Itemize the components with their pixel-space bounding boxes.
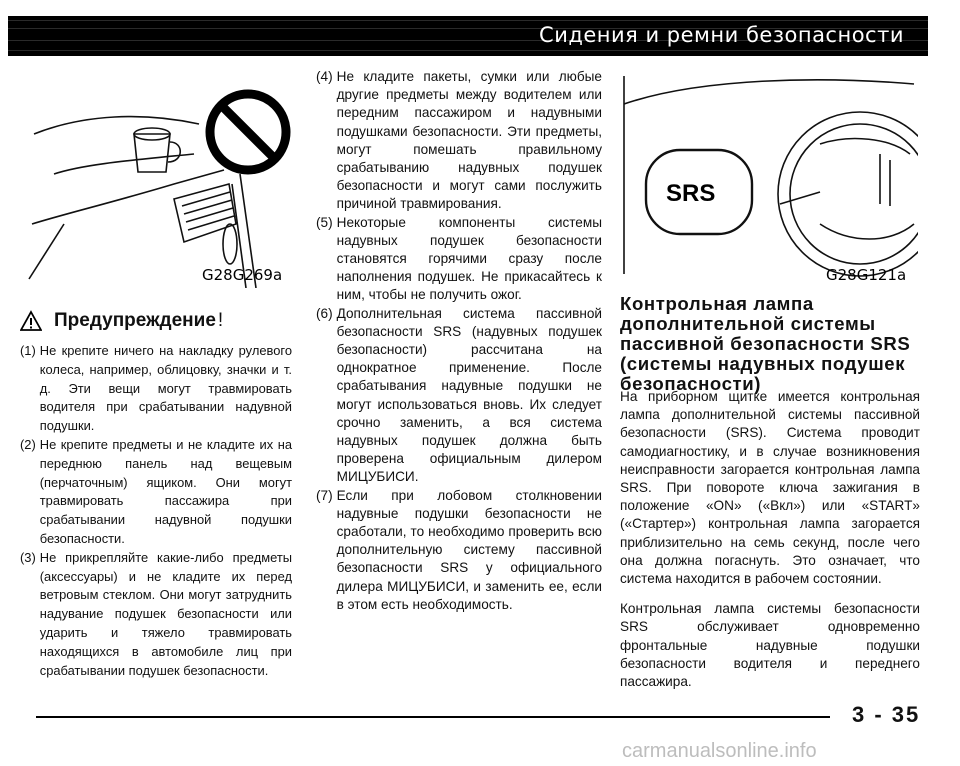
section-paragraph: Контрольная лампа системы безопасности SRS обслуживает одновременно фронтальные надувные подушки безопасности водителя и переднего пассажира. bbox=[620, 601, 920, 690]
figure-code-left: G28G269a bbox=[202, 266, 283, 284]
warning-heading bbox=[20, 310, 223, 332]
watermark: carmanualsonline.info bbox=[622, 740, 817, 762]
footer-rule bbox=[36, 716, 830, 718]
item-text: Не крепите ничего на накладку рулевого колеса, например, облицовку, значки и т. д. Эти вещи могут травмировать водителя при срабатывании надувной подушки. bbox=[39, 343, 292, 434]
dashboard-no-objects-illustration bbox=[24, 74, 294, 288]
page-number: 3 - 35 bbox=[852, 702, 921, 727]
warning-list bbox=[20, 342, 292, 680]
item-text: Не крепите предметы и не кладите их на переднюю панель над вещевым (перчаточным) ящиком. Они могут травмировать пассажира при срабатывании надувной подушки безопасности. bbox=[39, 436, 292, 546]
figure-code-right: G28G121a bbox=[826, 266, 907, 284]
srs-lamp-label: SRS bbox=[666, 180, 716, 207]
list-item bbox=[20, 342, 292, 436]
item-number: (7) bbox=[316, 487, 333, 503]
item-text: Некоторые компоненты системы надувных подушек безопасности становятся горячими сразу после наполнения подушек. Не прикасайтесь к ним, чтобы не получить ожог. bbox=[336, 214, 602, 303]
warning-triangle-icon bbox=[20, 310, 42, 332]
item-number: (6) bbox=[316, 305, 333, 321]
header-stripe bbox=[8, 50, 928, 51]
srs-warning-lamp-illustration bbox=[620, 74, 918, 288]
section-body bbox=[620, 388, 920, 691]
warning-title: Предупреждение bbox=[54, 310, 216, 331]
item-number: (5) bbox=[316, 214, 333, 230]
list-item bbox=[20, 549, 292, 681]
item-number: (4) bbox=[316, 69, 333, 84]
page-header-title: Сидения и ремни безопасности bbox=[539, 23, 904, 47]
warning-exclamation: ! bbox=[217, 310, 224, 331]
item-number: (3) bbox=[20, 549, 36, 565]
item-text: Не прикрепляйте какие-либо предметы (аксессуары) и не кладите их перед ветровым стеклом. Они могут затруднить надувание подушек безопасности или ударить и тяжело травмировать находящихся в автомобиле лиц при срабатывании подушек безопасности. bbox=[39, 549, 292, 678]
section-paragraph: На приборном щитке имеется контрольная лампа дополнительной системы пассивной безопасности (SRS). Система проводит самодиагностику, и в случае возникновения неисправности загорается контрольная лампа SRS. При повороте ключа зажигания в положение «ON» («Вкл») или «START» («Стартер») контрольная лампа загорается приблизительно на семь секунд, после чего она должна погаснуть. Это означает, что система находится в рабочем состоянии. bbox=[620, 389, 920, 587]
item-number: (1) bbox=[20, 343, 36, 358]
warning-list-continued bbox=[316, 68, 602, 614]
list-item bbox=[20, 436, 292, 549]
list-item bbox=[316, 305, 602, 487]
item-text: Если при лобовом столкновении надувные подушки безопасности не сработали, то необходимо проверить всю дополнительную систему пассивной безопасности SRS у официального дилера МИЦУБИСИ, и заменить ее, если в этом есть необходимость. bbox=[336, 487, 602, 612]
section-title: Контрольная лампа дополнительной системы пассивной безопасности SRS (системы надувных подушек безопасности) bbox=[620, 293, 911, 394]
list-item bbox=[316, 487, 602, 614]
page-header bbox=[8, 16, 928, 56]
list-item bbox=[316, 68, 602, 214]
item-number: (2) bbox=[20, 436, 36, 452]
list-item bbox=[316, 214, 602, 305]
item-text: Не кладите пакеты, сумки или любые другие предметы между водителем или передним пассажиром и надувными подушками безопасности. Эти предметы, могут помешать правильному срабатыванию надувных подушек безопасности и могут сами послужить причиной травмирования. bbox=[336, 69, 602, 212]
item-text: Дополнительная система пассивной безопасности SRS (надувных подушек безопасности) рассчитана на однократное применение. После срабатывания надувные подушки не могут использоваться вновь. Их следует срочно заменить, а вся система надувных подушек должна быть проверена официальным дилером МИЦУБИСИ. bbox=[336, 305, 602, 485]
header-stripe bbox=[8, 20, 928, 21]
